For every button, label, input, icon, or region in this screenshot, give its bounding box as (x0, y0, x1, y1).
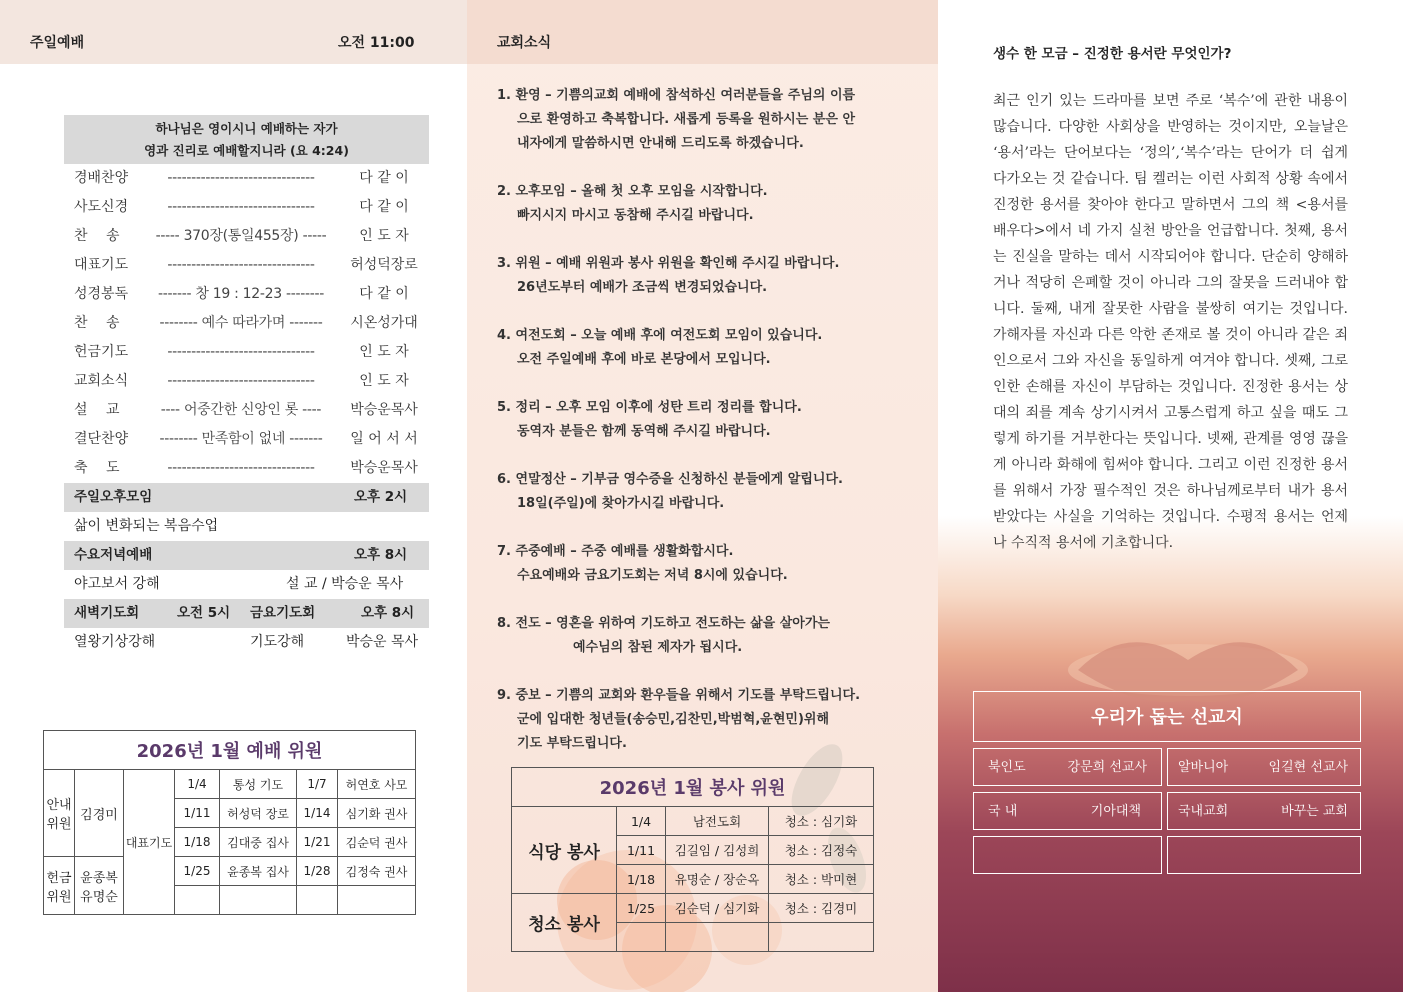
news-line: 18일(주일)에 찾아가시길 바랍니다. (517, 496, 725, 511)
duty-name: 허연호 사모 (338, 770, 416, 799)
order-item-leader: 다 같 이 (359, 286, 409, 302)
duty-empty-cell (220, 886, 297, 915)
mission-item: 국내교회 바꾸는 교회 (1167, 792, 1361, 830)
order-item-leader: 허성덕장로 (350, 257, 418, 273)
duty-name: 심기화 권사 (338, 799, 416, 828)
service-title: 2026년 1월 봉사 위원 (512, 768, 874, 807)
order-item-leader: 일 어 서 서 (350, 431, 418, 447)
order-item-label: 성경봉독 (74, 286, 129, 302)
service-kitchen: 김순덕 / 심기화 (666, 894, 769, 923)
news-item (497, 396, 907, 444)
order-item-label: 설 교 (74, 402, 120, 418)
news-line: 2. 오후모임 – 올해 첫 오후 모임을 시작합니다. (497, 184, 768, 199)
order-item-detail: -------- 만족함이 없네 ------- (159, 431, 323, 447)
cleaning-label: 청소 봉사 (512, 894, 617, 952)
order-item-leader: 박승운목사 (350, 402, 418, 418)
order-item-detail: ------------------------------- (167, 170, 315, 186)
duty-name: 허성덕 장로 (220, 799, 297, 828)
order-item-leader: 인 도 자 (359, 344, 409, 360)
order-item-detail: -------- 예수 따라가며 ------- (159, 315, 323, 331)
offering-label: 헌금 위원 (44, 857, 75, 915)
service-kitchen: 남전도회 (666, 807, 769, 836)
duty-date: 1/25 (175, 857, 220, 886)
order-item-detail: ------------------------------- (167, 257, 315, 273)
order-item (64, 193, 429, 222)
wednesday-service-desc: 야고보서 강해 설 교 / 박승운 목사 (74, 576, 404, 592)
order-item-label: 결단찬양 (74, 431, 129, 447)
order-item-label: 축 도 (74, 460, 120, 476)
usher-label: 안내 위원 (44, 770, 75, 857)
order-item (64, 425, 429, 454)
news-line: 26년도부터 예배가 조금씩 변경되었습니다. (517, 280, 768, 295)
order-item (64, 367, 429, 396)
order-item (64, 309, 429, 338)
service-date: 1/18 (617, 865, 666, 894)
news-item (497, 84, 907, 156)
news-item (497, 324, 907, 372)
news-line: 9. 중보 – 기쁨의 교회와 환우들을 위해서 기도를 부탁드립니다. (497, 688, 861, 703)
news-line: 내자에게 말씀하시면 안내해 드리도록 하겠습니다. (517, 136, 804, 151)
service-kitchen: 김길임 / 김성희 (666, 836, 769, 865)
duty-date: 1/14 (297, 799, 338, 828)
duty-name: 윤종복 집사 (220, 857, 297, 886)
service-date: 1/11 (617, 836, 666, 865)
order-item-label: 교회소식 (74, 373, 129, 389)
order-item-leader: 다 같 이 (359, 199, 409, 215)
duty-name: 통성 기도 (220, 770, 297, 799)
mission-item: 북인도 강문희 선교사 (973, 748, 1162, 786)
order-item-detail: ----- 370장(통일455장) ----- (155, 228, 327, 244)
order-item (64, 222, 429, 251)
news-line: 기도 부탁드립니다. (517, 736, 627, 751)
news-item (497, 252, 907, 300)
duty-date: 1/28 (297, 857, 338, 886)
duty-date: 1/11 (175, 799, 220, 828)
order-item-detail: ------------------------------- (167, 344, 315, 360)
service-empty-cell (769, 923, 874, 952)
bible-verse: 하나님은 영이시니 예배하는 자가 영과 진리로 예배할지니라 (요 4:24) (64, 115, 429, 164)
news-title: 교회소식 (497, 35, 552, 51)
essay-title: 생수 한 모금 – 진정한 용서란 무엇인가? (993, 46, 1232, 62)
service-clean: 청소 : 박미현 (769, 865, 874, 894)
order-item (64, 338, 429, 367)
order-of-service (64, 115, 429, 657)
service-kitchen: 유명순 / 장순옥 (666, 865, 769, 894)
news-panel (467, 0, 938, 992)
news-item (497, 684, 907, 756)
missions-title: 우리가 돕는 선교지 (973, 691, 1361, 742)
order-item-leader: 인 도 자 (359, 228, 409, 244)
news-line: 군에 입대한 청년들(송승민,김찬민,박범혁,윤현민)위해 (517, 712, 830, 727)
duty-title: 2026년 1월 예배 위원 (44, 731, 416, 770)
mission-empty-box (1167, 836, 1361, 874)
news-line: 동역자 분들은 함께 동역해 주시길 바랍니다. (517, 424, 771, 439)
order-item-label: 찬 송 (74, 228, 120, 244)
news-line: 7. 주중예배 – 주중 예배를 생활화합시다. (497, 544, 734, 559)
service-duty-table (511, 767, 874, 952)
afternoon-meeting-header: 주일오후모임 오후 2시 (64, 483, 429, 512)
order-item (64, 454, 429, 483)
mission-item: 알바니아 임길현 선교사 (1167, 748, 1361, 786)
news-line: 5. 정리 – 오후 모임 이후에 성탄 트리 정리를 합니다. (497, 400, 802, 415)
worship-panel (0, 0, 467, 992)
order-item-detail: ------------------------------- (167, 199, 315, 215)
duty-name: 김정숙 권사 (338, 857, 416, 886)
order-item-label: 경배찬양 (74, 170, 129, 186)
service-empty-cell (666, 923, 769, 952)
order-item-leader: 인 도 자 (359, 373, 409, 389)
kitchen-label: 식당 봉사 (512, 807, 617, 894)
worship-duty-table (43, 730, 416, 915)
order-item-label: 찬 송 (74, 315, 120, 331)
offering-name: 윤종복 유명순 (75, 857, 124, 915)
order-item-leader: 시온성가대 (350, 315, 418, 331)
duty-date: 1/18 (175, 828, 220, 857)
service-clean: 청소 : 김정숙 (769, 836, 874, 865)
dawn-prayer-desc: 열왕기상강해 기도강해 박승운 목사 (74, 634, 419, 650)
duty-name: 김순덕 권사 (338, 828, 416, 857)
service-date: 1/4 (617, 807, 666, 836)
news-line: 예수님의 참된 제자가 됩시다. (573, 640, 743, 655)
order-item-label: 헌금기도 (74, 344, 129, 360)
order-item (64, 251, 429, 280)
order-item-label: 사도신경 (74, 199, 129, 215)
news-line: 8. 전도 – 영혼을 위하여 기도하고 전도하는 삶을 살아가는 (497, 616, 830, 631)
essay-body: 최근 인기 있는 드라마를 보면 주로 ‘복수’에 관한 내용이 많습니다. 다양한 사회상을 반영하는 것이지만, 오늘날은 ‘용서’라는 단어보다는 ‘정의’,‘복수’라는 단어가 더 쉽게 다가오는 것 같습니다. 팀 켈러는 이런 사회적 상황 속에서 진정한 용서를 찾아야 한다고 말하면서 그의 책 <용서를 배우다>에서 네 가지 실천 방안을 언급합니다. 첫째, 용서는 진실을 말하는 데서 시작되어야 합니다. 단순히 양해하거나 적당히 은폐할 것이 아니라 그의 잘못을 드러내야 합니다. 둘째, 내게 잘못한 사람을 불쌍히 여기는 것입니다. 가해자를 자신과 다른 악한 존재로 볼 것이 아니라 같은 죄인으로서 그와 자신을 동일하게 여겨야 합니다. 셋째, 그로 인한 손해를 자신이 부담하는 것입니다. 진정한 용서는 상대의 죄를 계속 상기시켜서 고통스럽게 하고 싶을 때도 그렇게 하기를 거부한다는 뜻입니다. 넷째, 관계를 영영 끊을 게 아니라 화해에 힘써야 합니다. 그리고 이런 진정한 용서를 위해서 가장 필수적인 것은 하나님께로부터 내가 용서받았다는 사실을 기억하는 것입니다. 수평적 용서는 언제나 수직적 용서에 기초합니다. (993, 93, 1348, 551)
news-line: 으로 환영하고 축복합니다. 새롭게 등록을 원하시는 분은 안 (517, 112, 856, 127)
afternoon-meeting-desc: 삶이 변화되는 복음수업 (74, 518, 219, 534)
service-date: 1/25 (617, 894, 666, 923)
order-item-leader: 박승운목사 (350, 460, 418, 476)
service-clean: 청소 : 심기화 (769, 807, 874, 836)
duty-name: 김대중 집사 (220, 828, 297, 857)
order-item (64, 396, 429, 425)
order-item-detail: ------------------------------- (167, 373, 315, 389)
duty-date: 1/4 (175, 770, 220, 799)
mission-item: 국 내 기아대책 (973, 792, 1162, 830)
news-line: 1. 환영 – 기쁨의교회 예배에 참석하신 여러분들을 주님의 이름 (497, 88, 856, 103)
worship-title: 주일예배 (30, 35, 85, 51)
duty-date: 1/7 (297, 770, 338, 799)
news-item (497, 540, 907, 588)
worship-time: 오전 11:00 (338, 35, 415, 51)
order-item-detail: ------- 창 19 : 12-23 -------- (157, 286, 325, 302)
order-item-leader: 다 같 이 (359, 170, 409, 186)
news-line: 수요예배와 금요기도회는 저녁 8시에 있습니다. (517, 568, 788, 583)
service-empty-cell (617, 923, 666, 952)
wednesday-service-header: 수요저녁예배 오후 8시 (64, 541, 429, 570)
news-list (497, 84, 907, 780)
duty-empty-cell (175, 886, 220, 915)
usher-name: 김경미 (75, 770, 124, 857)
duty-empty-cell (297, 886, 338, 915)
news-header (467, 0, 938, 64)
order-item (64, 164, 429, 193)
news-item (497, 468, 907, 516)
duty-date: 1/21 (297, 828, 338, 857)
news-line: 빠지시지 마시고 동참해 주시길 바랍니다. (517, 208, 754, 223)
news-item (497, 612, 907, 660)
worship-header (0, 0, 467, 64)
order-item (64, 280, 429, 309)
news-line: 6. 연말정산 – 기부금 영수증을 신청하신 분들에게 알립니다. (497, 472, 843, 487)
news-line: 오전 주일예배 후에 바로 본당에서 모입니다. (517, 352, 771, 367)
order-item-detail: ------------------------------- (167, 460, 315, 476)
news-item (497, 180, 907, 228)
dawn-prayer-header: 새벽기도회 오전 5시 금요기도회 오후 8시 (64, 599, 429, 628)
news-line: 4. 여전도회 – 오늘 예배 후에 여전도회 모임이 있습니다. (497, 328, 823, 343)
news-line: 3. 위원 – 예배 위원과 봉사 위원을 확인해 주시길 바랍니다. (497, 256, 840, 271)
order-item-label: 대표기도 (74, 257, 129, 273)
service-clean: 청소 : 김경미 (769, 894, 874, 923)
order-item-detail: ---- 어중간한 신앙인 롯 ---- (160, 402, 322, 418)
mission-empty-box (973, 836, 1162, 874)
prayer-label: 대표기도 (124, 770, 175, 915)
duty-empty-cell (338, 886, 416, 915)
